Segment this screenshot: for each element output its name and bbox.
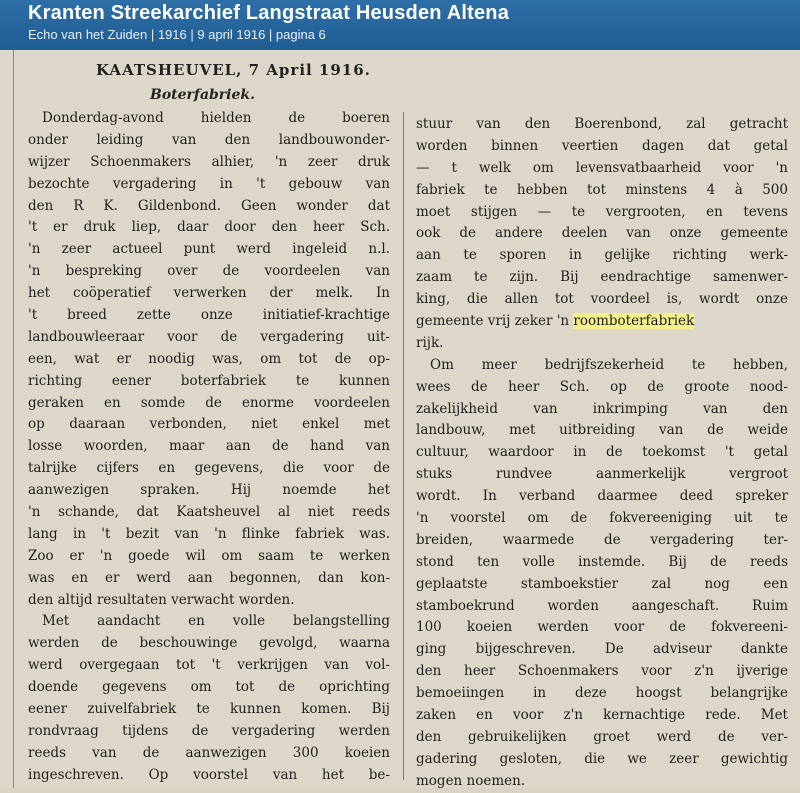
text-line: werden de beschouwinge gevolgd, waarna: [28, 635, 390, 652]
text-line: fabriek te hebben tot minstens 4 à 500: [416, 181, 788, 198]
text-line: Om meer bedrijfszekerheid te hebben,: [430, 356, 788, 373]
column-rule-left: [13, 50, 14, 788]
archive-header: [0, 0, 800, 50]
text-line: lang in 't bezit van 'n flinke fabriek was.: [28, 525, 390, 542]
text-line: was en er werd aan begonnen, dan kon-: [28, 569, 390, 586]
article-dateline: KAATSHEUVEL, 7 April 1916.: [96, 61, 371, 79]
text-line: ook de andere deelen van onze gemeente: [416, 225, 788, 242]
text-line: ging bijgeschreven. De adviseur dankte: [416, 641, 788, 658]
text-line: onder leiding van den landbouwonder-: [28, 131, 390, 148]
text-line: Zoo er 'n goede wil om saam te werken: [28, 547, 390, 564]
text-line: geplaatste stamboekstier zal nog een: [416, 575, 788, 592]
text-line: eener zuivelfabriek te kunnen komen. Bij: [28, 701, 390, 718]
text-line: 't er druk liep, daar door den heer Sch.: [28, 219, 390, 236]
text-line: rijk.: [416, 334, 444, 351]
text-line: — t welk om levensvatbaarheid voor 'n: [416, 159, 788, 176]
newspaper-scan: [0, 50, 800, 788]
article-column-right: [416, 114, 788, 793]
text-line: king, die allen tot voordeel is, wordt onze: [416, 291, 788, 308]
text-line: bemoeiingen in deze hoogst belangrijke: [416, 685, 788, 702]
text-line: wordt. In verband daarmee deed spreker: [416, 488, 788, 505]
text-line: worden binnen veertien dagen dat getal: [416, 137, 788, 154]
article-heading: Boterfabriek.: [150, 87, 255, 103]
text-line-with-highlight: [416, 311, 788, 333]
text-line: zaam te zijn. Bij eendrachtige samenwer-: [416, 269, 788, 286]
text-line: den gebruikelijken groet werd de ver-: [416, 728, 788, 745]
text-line: mogen noemen.: [416, 772, 526, 789]
text-line: losse woorden, maar aan de hand van: [28, 438, 390, 455]
text-line: 100 koeien werden voor de fokvereeni-: [416, 619, 788, 636]
text-line: richting eener boterfabriek te kunnen: [28, 372, 390, 389]
text-line: stuks rundvee aanmerkelijk vergroot: [416, 466, 788, 483]
text-line: zaken en voor z'n kernachtige rede. Met: [416, 707, 788, 724]
text-line: Donderdag-avond hielden de boeren: [42, 110, 390, 126]
text-line: op daaraan verbonden, niet enkel met: [28, 416, 390, 433]
text-line: 'n zeer actueel punt werd ingeleid n.l.: [28, 241, 390, 258]
text-line: 'n bespreking over de voordeelen van: [28, 263, 390, 280]
text-fragment: gemeente vrij zeker 'n: [416, 313, 574, 330]
text-line: reeds van de aanwezigen 300 koeien: [28, 744, 390, 761]
text-line: den heer Schoenmakers voor z'n ijverige: [416, 663, 788, 680]
text-line: cultuur, waardoor in de toekomst 't getal: [416, 444, 788, 461]
text-line: den R K. Gildenbond. Geen wonder dat: [28, 197, 390, 214]
text-line: gadering gesloten, die we zeer gewichtig: [416, 750, 788, 767]
text-line: een, wat er noodig was, om tot de op-: [28, 350, 390, 367]
archive-title[interactable]: Kranten Streekarchief Langstraat Heusden Altena: [28, 2, 510, 24]
text-line: geraken en somde de enorme voordeelen: [28, 394, 390, 411]
text-line: talrijke cijfers en gegevens, die voor de: [28, 460, 390, 477]
text-line: den altijd resultaten verwacht worden.: [28, 591, 295, 608]
text-line: Met aandacht en volle belangstelling: [42, 613, 390, 630]
text-line: aan te sporen in gelijke richting werk-: [416, 247, 788, 264]
text-line: wijzer Schoenmakers alhier, 'n zeer druk: [28, 153, 390, 170]
text-line: aanwezigen spraken. Hij noemde het: [28, 482, 390, 499]
text-line: doende gegevens om tot de oprichting: [28, 679, 390, 696]
text-line: zakelijkheid van inkrimping van den: [416, 400, 788, 417]
search-highlight: roomboterfabriek: [573, 313, 695, 330]
text-line: stuur van den Boerenbond, zal getracht: [416, 116, 788, 132]
article-column-left: [28, 108, 390, 787]
text-line: stamboekrund worden aangeschaft. Ruim: [416, 597, 788, 614]
text-line: 'n voorstel om de fokvereeniging uit te: [416, 510, 788, 527]
text-line: moet stijgen — te vergrooten, en tevens: [416, 203, 788, 220]
text-line: ingeschreven. Op voorstel van het be-: [28, 766, 390, 783]
column-divider: [403, 112, 404, 780]
text-line: rondvraag tijdens de vergadering werden: [28, 722, 390, 739]
text-line: wees de heer Sch. op de groote nood-: [416, 378, 788, 395]
issue-breadcrumb: Echo van het Zuiden | 1916 | 9 april 1916 | pagina 6: [28, 27, 326, 42]
text-line: werd overgegaan tot 't verkrijgen van vol-: [28, 657, 390, 674]
text-line: 't breed zette onze initiatief-krachtige: [28, 307, 390, 324]
text-line: het coöperatief verwerken der melk. In: [28, 285, 390, 302]
text-line: stond ten volle instemde. Bij de reeds: [416, 553, 788, 570]
text-line: landbouw, met uitbreiding van de weide: [416, 422, 788, 439]
text-line: breiden, waarmede de vergadering ter-: [416, 531, 788, 548]
text-line: 'n schande, dat Kaatsheuvel al niet reeds: [28, 504, 390, 521]
text-line: landbouwleeraar voor de vergadering uit-: [28, 328, 390, 345]
text-line: bezochte vergadering in 't gebouw van: [28, 175, 390, 192]
